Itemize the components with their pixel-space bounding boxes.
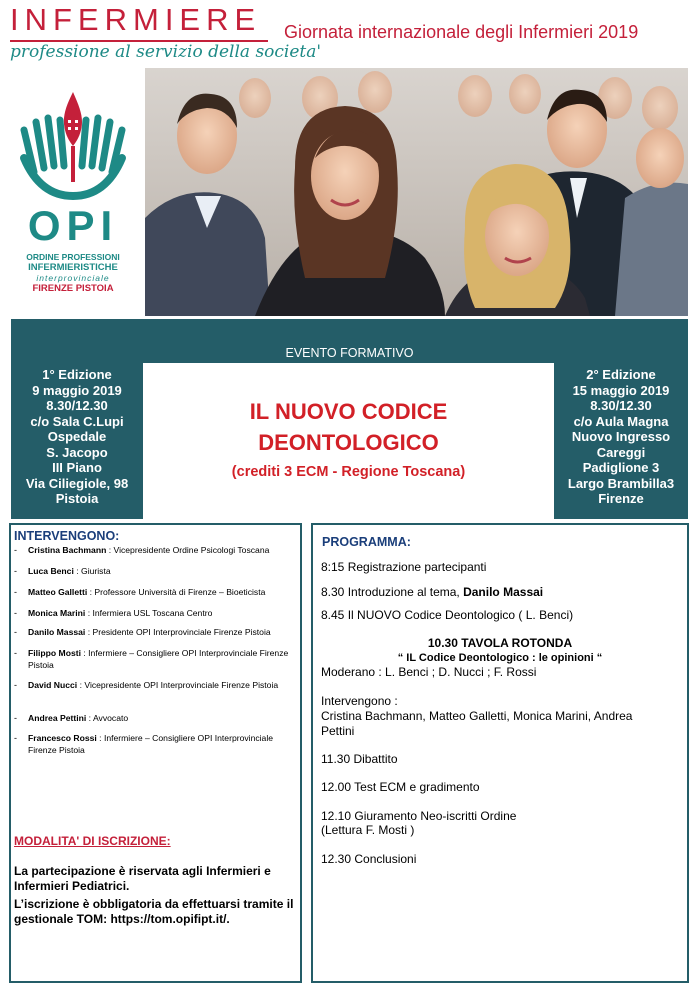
edition-1-address: Via Ciliegiole, 98 (25, 475, 129, 491)
edition-2-number: 2° Edizione (586, 367, 656, 382)
registration-instructions: L’iscrizione è obbligatoria da effettuarsi tramite il gestionale TOM: https://tom.opifipt.it/. (14, 897, 294, 926)
edition-1-venue: S. Jacopo (46, 444, 108, 460)
edition-2-date: 15 maggio 2019 (572, 382, 670, 398)
program-heading: PROGRAMMA: (322, 535, 411, 549)
edition-1-floor: III Piano (52, 460, 102, 475)
brand-tagline: professione al servizio della societa' (10, 42, 322, 62)
opi-logo (10, 86, 136, 294)
edition-1-time: 8.30/12.30 (46, 398, 108, 413)
round-table-panel-names: Cristina Bachmann, Matteo Galletti, Monica Marini, Andrea Pettini (321, 709, 633, 738)
main-title-line-2: DEONTOLOGICO (258, 430, 439, 455)
edition-1-date: 9 maggio 2019 (32, 382, 122, 398)
round-table-moderators: Moderano : L. Benci ; D. Nucci ; F. Rossi (321, 665, 537, 679)
round-table-panel-label: Intervengono : (321, 694, 398, 708)
edition-2-venue: Careggi (596, 444, 646, 460)
program-item-test: 12.00 Test ECM e gradimento (321, 780, 480, 794)
program-item-intro: 8.30 Introduzione al tema, Danilo Massai (321, 585, 544, 599)
edition-2-venue: Nuovo Ingresso (571, 429, 671, 444)
event-title: Giornata internazionale degli Infermieri 2019 (284, 22, 639, 42)
edition-1-panel (11, 363, 143, 519)
edition-1-number: 1° Edizione (42, 367, 112, 382)
program-item-oath-reading: (Lettura F. Mosti ) (321, 823, 415, 837)
edition-1-venue: Ospedale (47, 429, 107, 444)
edition-2-time: 8.30/12.30 (590, 398, 652, 413)
ecm-credits: (crediti 3 ECM - Regione Toscana) (231, 464, 466, 480)
brand-title: INFERMIERE (10, 2, 262, 37)
logo-line-3: interprovinciale (36, 273, 110, 283)
logo-line-1: ORDINE PROFESSIONI (26, 252, 120, 262)
main-title (143, 396, 554, 458)
main-title-line-1: IL NUOVO CODICE (249, 399, 448, 424)
edition-2-venue: c/o Aula Magna (573, 413, 669, 429)
edition-2-city: Firenze (598, 491, 644, 506)
edition-2-panel (554, 363, 688, 519)
speakers-heading: INTERVENGONO: (14, 529, 120, 543)
edition-2-pavilion: Padiglione 3 (582, 460, 660, 475)
program-item-conclusion: 12.30 Conclusioni (321, 852, 417, 866)
group-photo (145, 68, 688, 316)
opi-acronym: OPI (27, 202, 119, 249)
registration-eligibility: La partecipazione è riservata agli Infermieri e Infermieri Pediatrici. (14, 864, 271, 893)
program-item-registration: 8:15 Registrazione partecipanti (321, 560, 487, 574)
edition-1-city: Pistoia (55, 491, 99, 506)
program-item-code: 8.45 Il NUOVO Codice Deontologico ( L. Benci) (321, 608, 574, 622)
edition-1-venue: c/o Sala C.Lupi (30, 413, 124, 429)
logo-line-2: INFERMIERISTICHE (28, 262, 118, 273)
round-table-subtitle: “ IL Codice Deontologico : le opinioni “ (397, 652, 603, 664)
event-band-label: EVENTO FORMATIVO (285, 346, 414, 360)
registration-heading: MODALITA' DI ISCRIZIONE: (14, 834, 171, 848)
program-item-round-table: 10.30 TAVOLA ROTONDA (427, 636, 573, 650)
edition-2-address: Largo Brambilla3 (567, 475, 675, 491)
program-item-debate: 11.30 Dibattito (321, 752, 398, 766)
logo-line-4: FIRENZE PISTOIA (32, 283, 114, 294)
program-item-oath: 12.10 Giuramento Neo-iscritti Ordine (321, 809, 517, 823)
hands-cross-icon (10, 86, 136, 204)
